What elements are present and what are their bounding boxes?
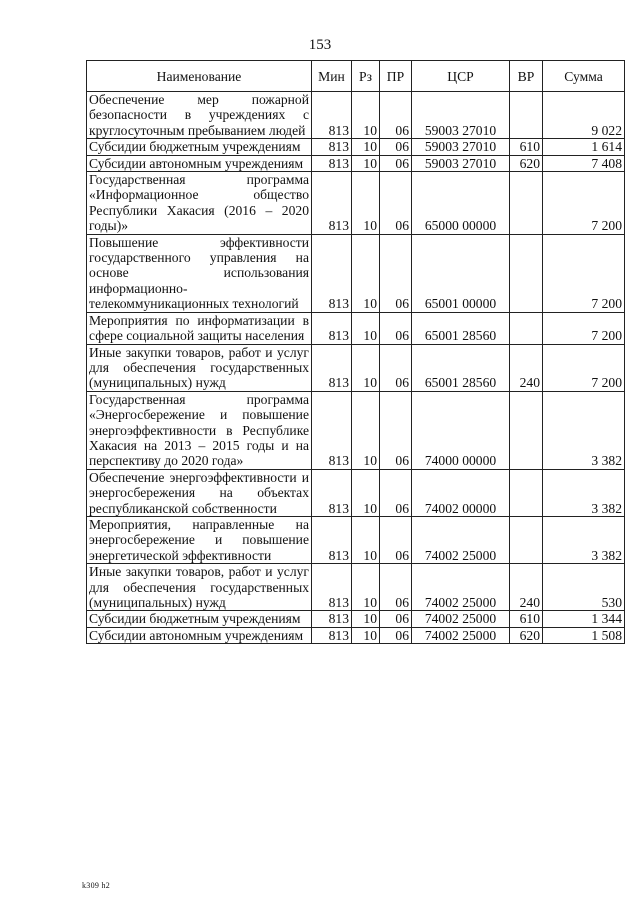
row-vr: 240 — [510, 344, 543, 391]
row-pr: 06 — [380, 344, 412, 391]
row-rz: 10 — [352, 139, 380, 155]
row-min: 813 — [312, 172, 352, 235]
row-rz: 10 — [352, 564, 380, 611]
table-body — [87, 92, 625, 644]
row-rz: 10 — [352, 234, 380, 312]
row-pr: 06 — [380, 234, 412, 312]
budget-table — [86, 60, 625, 644]
row-rz: 10 — [352, 611, 380, 627]
row-csr: 65001 00000 — [412, 234, 510, 312]
row-csr: 74002 25000 — [412, 516, 510, 563]
row-csr: 74002 25000 — [412, 627, 510, 643]
table-row — [87, 611, 625, 627]
table-row — [87, 627, 625, 643]
row-pr: 06 — [380, 312, 412, 344]
row-pr: 06 — [380, 92, 412, 139]
row-vr: 620 — [510, 627, 543, 643]
row-min: 813 — [312, 516, 352, 563]
row-min: 813 — [312, 564, 352, 611]
row-csr: 74002 25000 — [412, 611, 510, 627]
row-sum: 7 200 — [543, 312, 625, 344]
header-row — [87, 61, 625, 92]
row-sum: 7 200 — [543, 172, 625, 235]
row-vr — [510, 516, 543, 563]
row-vr — [510, 92, 543, 139]
row-rz: 10 — [352, 469, 380, 516]
row-min: 813 — [312, 312, 352, 344]
row-rz: 10 — [352, 516, 380, 563]
row-vr: 610 — [510, 139, 543, 155]
row-csr: 65001 28560 — [412, 344, 510, 391]
row-csr: 74000 00000 — [412, 391, 510, 469]
table-row — [87, 139, 625, 155]
header-name: Наименование — [87, 61, 312, 92]
row-min: 813 — [312, 469, 352, 516]
header-vr: ВР — [510, 61, 543, 92]
row-min: 813 — [312, 92, 352, 139]
table-row — [87, 155, 625, 171]
row-name: Субсидии автономным учреждениям — [87, 155, 312, 171]
table-row — [87, 312, 625, 344]
header-pr: ПР — [380, 61, 412, 92]
row-rz: 10 — [352, 312, 380, 344]
row-csr: 59003 27010 — [412, 139, 510, 155]
row-min: 813 — [312, 155, 352, 171]
row-pr: 06 — [380, 155, 412, 171]
row-pr: 06 — [380, 516, 412, 563]
row-pr: 06 — [380, 172, 412, 235]
row-rz: 10 — [352, 172, 380, 235]
row-name: Обеспечение энергоэффективности и энергосбережения на объектах республиканской собственности — [87, 469, 312, 516]
row-vr — [510, 391, 543, 469]
row-vr — [510, 172, 543, 235]
row-rz: 10 — [352, 155, 380, 171]
page-number: 153 — [308, 37, 332, 53]
row-pr: 06 — [380, 469, 412, 516]
row-name: Иные закупки товаров, работ и услуг для обеспечения государственных (муниципальных) нужд — [87, 344, 312, 391]
row-sum: 3 382 — [543, 469, 625, 516]
table-row — [87, 92, 625, 139]
table-row — [87, 516, 625, 563]
row-csr: 74002 25000 — [412, 564, 510, 611]
row-vr: 610 — [510, 611, 543, 627]
row-csr: 65001 28560 — [412, 312, 510, 344]
header-csr: ЦСР — [412, 61, 510, 92]
row-name: Субсидии бюджетным учреждениям — [87, 139, 312, 155]
row-sum: 7 408 — [543, 155, 625, 171]
row-sum: 1 344 — [543, 611, 625, 627]
row-sum: 9 022 — [543, 92, 625, 139]
table-row — [87, 564, 625, 611]
row-csr: 59003 27010 — [412, 155, 510, 171]
row-name: Мероприятия, направленные на энергосбережение и повышение энергетической эффективности — [87, 516, 312, 563]
row-rz: 10 — [352, 391, 380, 469]
row-sum: 3 382 — [543, 516, 625, 563]
row-pr: 06 — [380, 564, 412, 611]
table-row — [87, 469, 625, 516]
row-csr: 74002 00000 — [412, 469, 510, 516]
table-row — [87, 234, 625, 312]
row-name: Иные закупки товаров, работ и услуг для обеспечения государственных (муниципальных) нужд — [87, 564, 312, 611]
row-pr: 06 — [380, 139, 412, 155]
row-min: 813 — [312, 627, 352, 643]
row-min: 813 — [312, 234, 352, 312]
row-vr: 620 — [510, 155, 543, 171]
row-name: Государственная программа «Информационное общество Республики Хакасия (2016 – 2020 годы)» — [87, 172, 312, 235]
row-pr: 06 — [380, 391, 412, 469]
table-header — [87, 61, 625, 92]
row-name: Повышение эффективности государственного управления на основе использования информационно-телекоммуникационных технологий — [87, 234, 312, 312]
table-row — [87, 391, 625, 469]
row-csr: 65000 00000 — [412, 172, 510, 235]
header-sum: Сумма — [543, 61, 625, 92]
row-name: Мероприятия по информатизации в сфере социальной защиты населения — [87, 312, 312, 344]
footer-code: k309 h2 — [82, 881, 111, 890]
row-sum: 7 200 — [543, 234, 625, 312]
row-name: Субсидии бюджетным учреждениям — [87, 611, 312, 627]
row-vr — [510, 469, 543, 516]
row-rz: 10 — [352, 344, 380, 391]
row-name: Субсидии автономным учреждениям — [87, 627, 312, 643]
row-pr: 06 — [380, 611, 412, 627]
row-rz: 10 — [352, 627, 380, 643]
row-sum: 1 614 — [543, 139, 625, 155]
row-name: Государственная программа «Энергосбережение и повышение энергоэффективности в Республике Хакасия на 2013 – 2015 годы и на перспективу до 2020 года» — [87, 391, 312, 469]
row-sum: 3 382 — [543, 391, 625, 469]
header-min: Мин — [312, 61, 352, 92]
row-sum: 530 — [543, 564, 625, 611]
row-min: 813 — [312, 391, 352, 469]
row-vr — [510, 234, 543, 312]
row-vr: 240 — [510, 564, 543, 611]
row-name: Обеспечение мер пожарной безопасности в учреждениях с круглосуточным пребыванием людей — [87, 92, 312, 139]
row-vr — [510, 312, 543, 344]
row-min: 813 — [312, 139, 352, 155]
header-rz: Рз — [352, 61, 380, 92]
row-min: 813 — [312, 344, 352, 391]
row-rz: 10 — [352, 92, 380, 139]
table-row — [87, 172, 625, 235]
row-sum: 1 508 — [543, 627, 625, 643]
row-sum: 7 200 — [543, 344, 625, 391]
table-row — [87, 344, 625, 391]
row-min: 813 — [312, 611, 352, 627]
row-csr: 59003 27010 — [412, 92, 510, 139]
row-pr: 06 — [380, 627, 412, 643]
